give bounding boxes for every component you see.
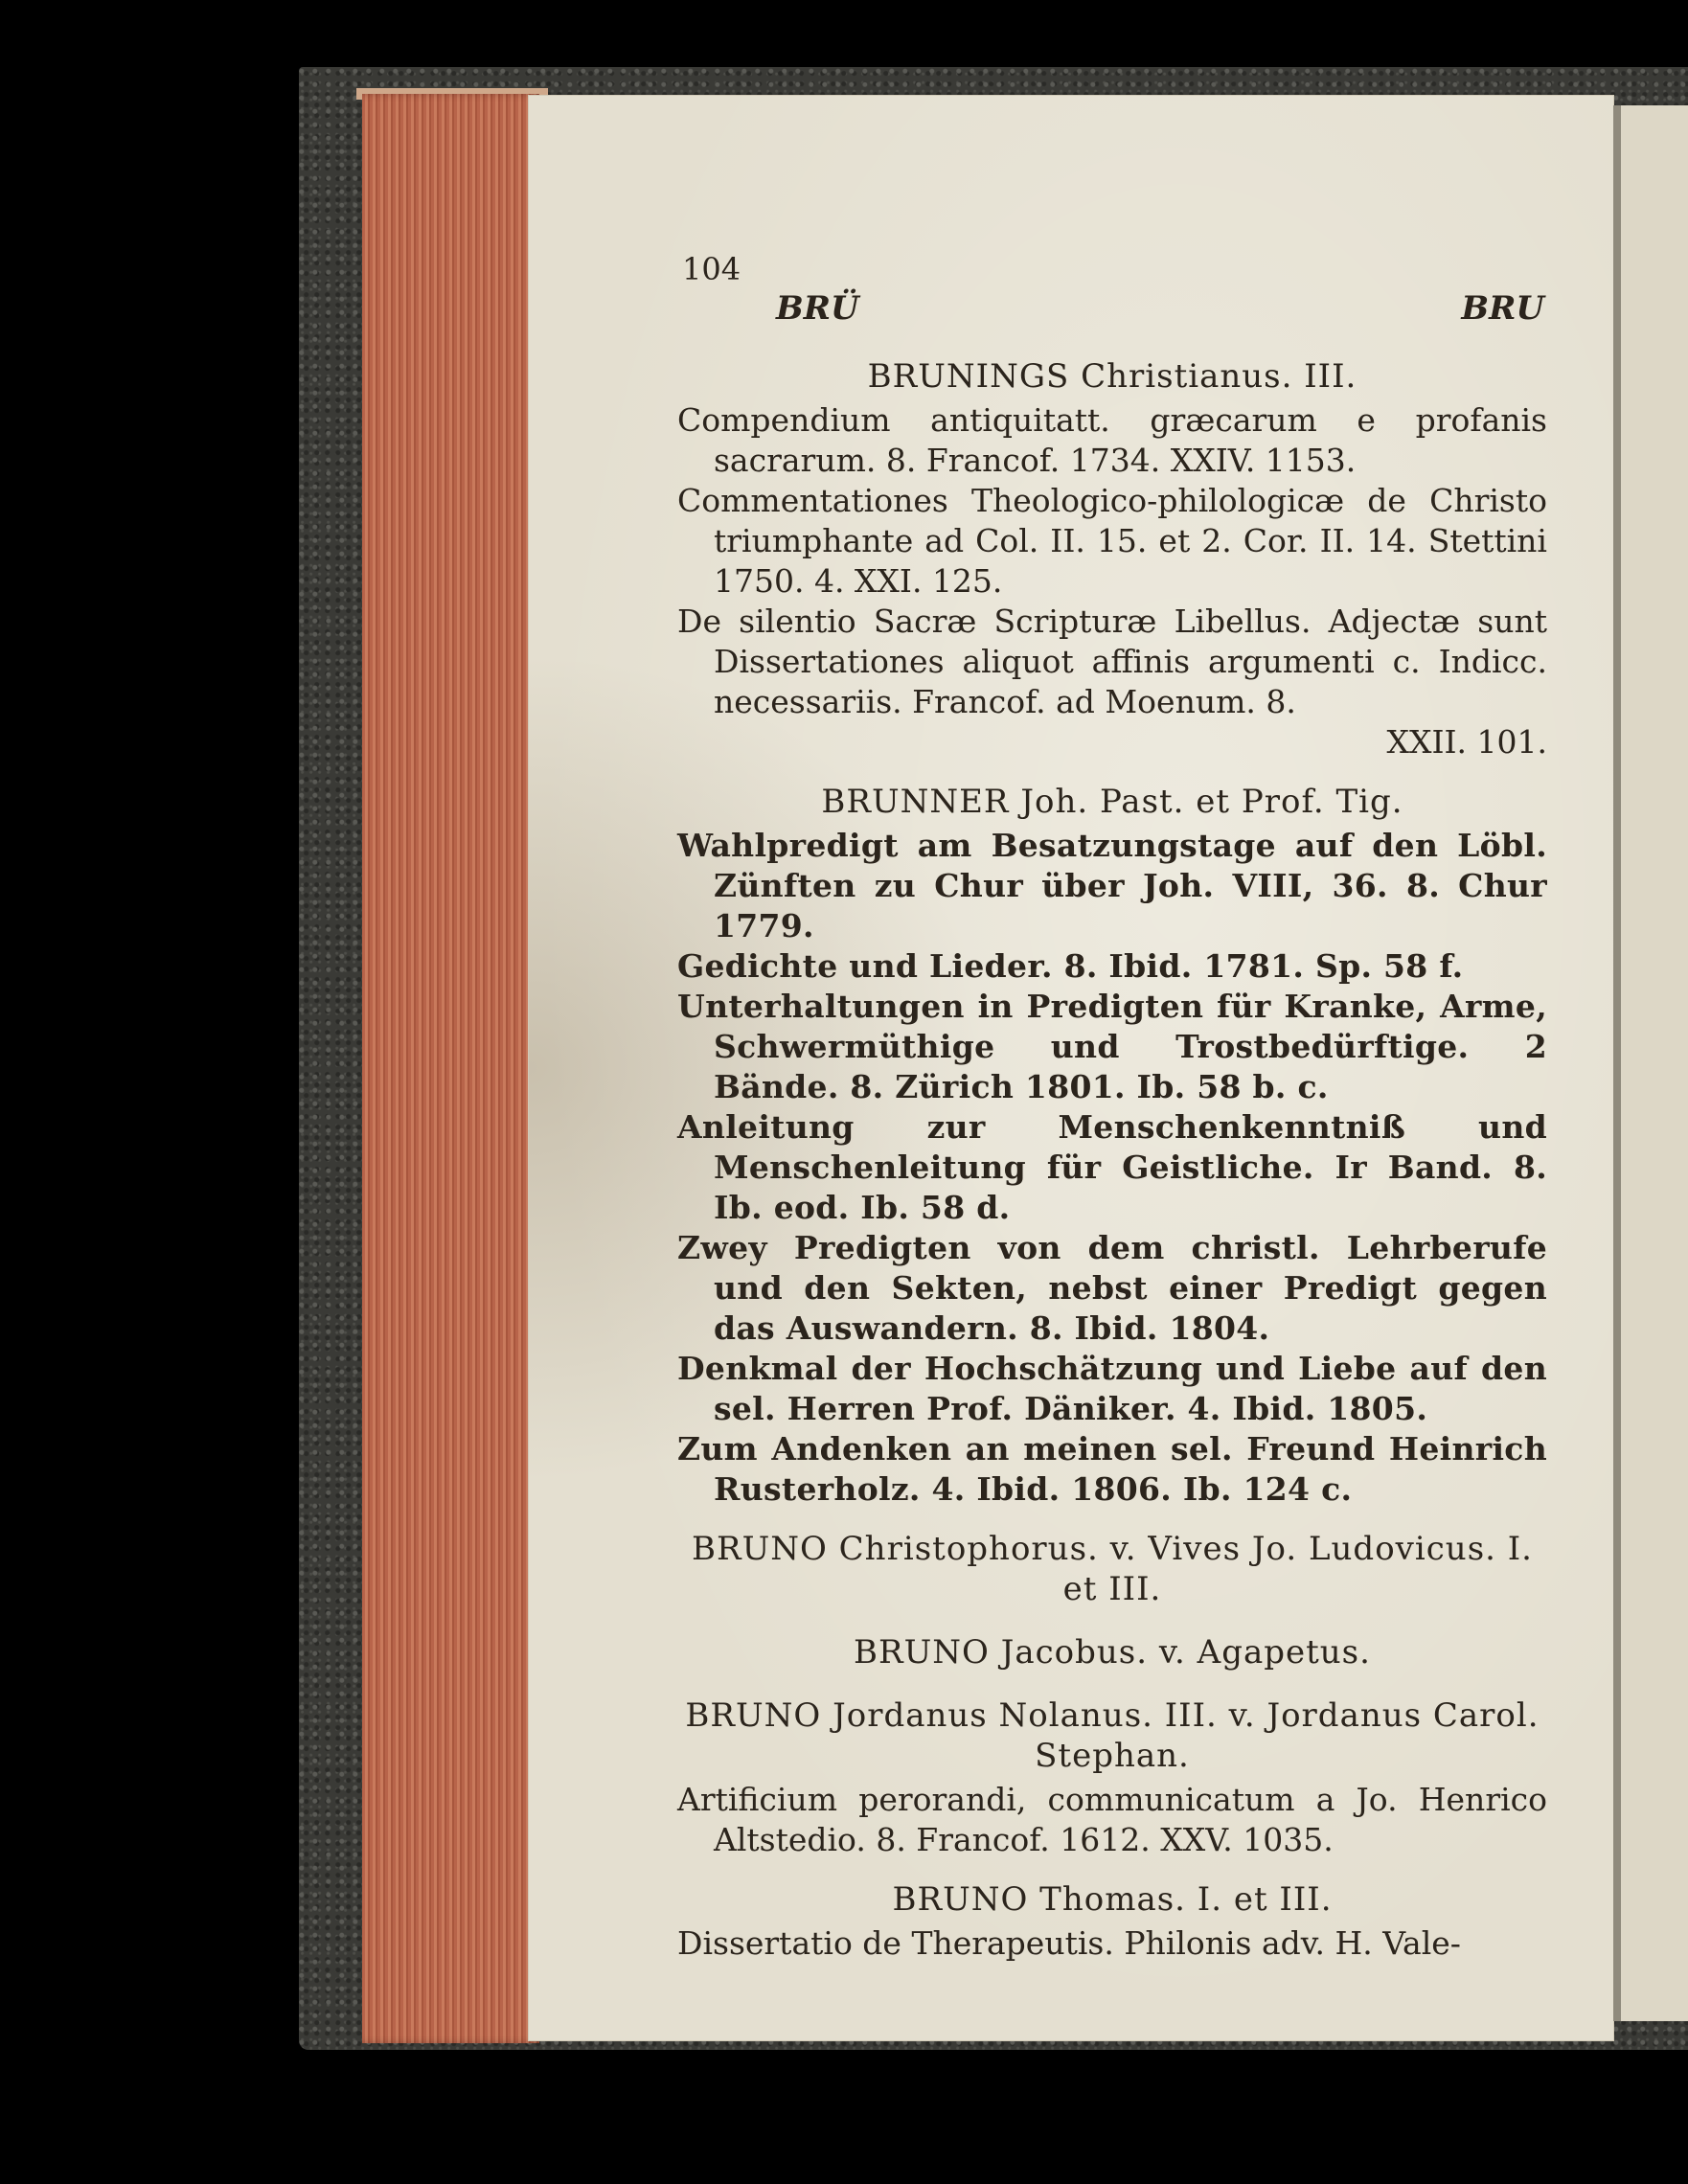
page-number: 104 [682, 251, 741, 287]
running-head-left: BRÜ [776, 289, 859, 328]
bibliography-entry: Unterhaltungen in Predigten für Kranke, Arme, Schwermüthige und Trostbedürftige. 2 Bände. 8. Zürich 1801. Ib. 58 b. c. [677, 988, 1547, 1105]
facing-page-edge [1613, 105, 1688, 2021]
running-head-right: BRU [1461, 289, 1544, 328]
section-heading: BRUNNER Joh. Past. et Prof. Tig. [821, 783, 1403, 821]
bibliography-entry: Compendium antiquitatt. græcarum e profanis sacrarum. 8. Francof. 1734. XXIV. 1153. [677, 401, 1547, 479]
page-body [677, 351, 1547, 1964]
bibliography-entry: Anleitung zur Menschenkenntniß und Menschenleitung für Geistliche. Ir Band. 8. Ib. eod. Ib. 58 d. [677, 1108, 1547, 1226]
bibliography-entry: Wahlpredigt am Besatzungstage auf den Löbl. Zünften zu Chur über Joh. VIII, 36. 8. Chur 1779. [677, 827, 1547, 944]
page-header [682, 251, 1544, 337]
bibliography-entry: Commentationes Theologico-philologicæ de Christo triumphante ad Col. II. 15. et 2. Cor. II. 14. Stettini 1750. 4. XXI. 125. [677, 482, 1547, 600]
bibliography-entry: Zum Andenken an meinen sel. Freund Heinrich Rusterholz. 4. Ibid. 1806. Ib. 124 c. [677, 1430, 1547, 1508]
section-heading: BRUNO Jordanus Nolanus. III. v. Jordanus Carol. Stephan. [685, 1696, 1540, 1775]
bibliography-entry: Gedichte und Lieder. 8. Ibid. 1781. Sp. 58 f. [677, 947, 1464, 985]
page-edges [362, 94, 539, 2043]
bibliography-entry: Denkmal der Hochschätzung und Liebe auf den sel. Herren Prof. Däniker. 4. Ibid. 1805. [677, 1350, 1547, 1427]
section-heading: BRUNO Jacobus. v. Agapetus. [854, 1633, 1371, 1672]
bibliography-entry: De silentio Sacræ Scripturæ Libellus. Adjectæ sunt Dissertationes aliquot affinis argumenti c. Indicc. necessariis. Francof. ad Moenum. 8. [677, 603, 1547, 720]
bibliography-entry: Zwey Predigten von dem christl. Lehrberufe und den Sekten, nebst einer Predigt gegen das Auswandern. 8. Ibid. 1804. [677, 1229, 1547, 1347]
section-heading: BRUNINGS Christianus. III. [867, 357, 1357, 396]
bibliography-entry: Dissertatio de Therapeutis. Philonis adv. H. Vale- [677, 1924, 1461, 1962]
section-heading: BRUNO Thomas. I. et III. [892, 1880, 1333, 1919]
bibliography-entry-ref: XXII. 101. [1386, 723, 1547, 761]
section-heading: BRUNO Christophorus. v. Vives Jo. Ludovicus. I. et III. [692, 1530, 1533, 1608]
bibliography-entry: Artificium perorandi, communicatum a Jo. Henrico Altstedio. 8. Francof. 1612. XXV. 1035. [677, 1781, 1547, 1858]
